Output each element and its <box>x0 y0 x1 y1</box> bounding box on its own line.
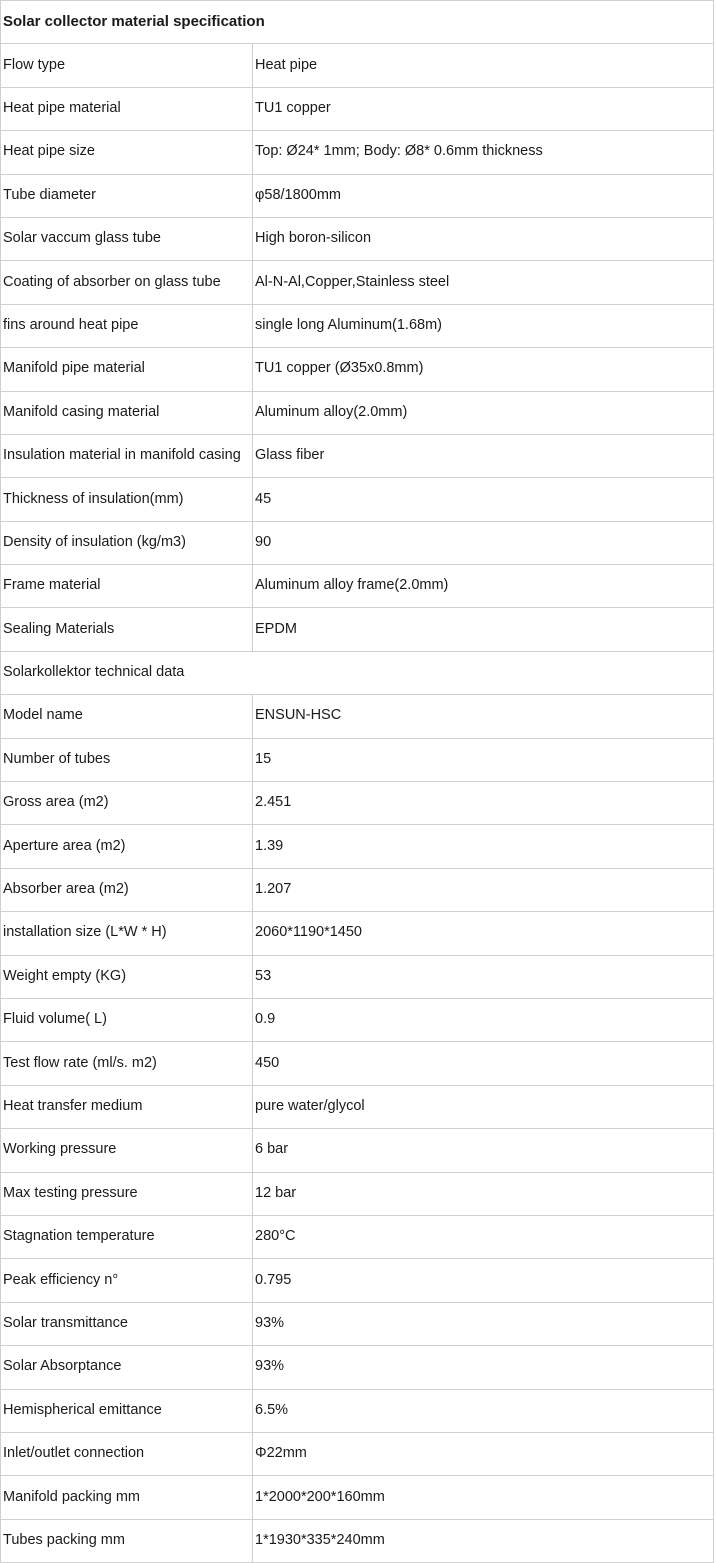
table-row <box>1 1129 714 1172</box>
row-label: Frame material <box>1 565 253 608</box>
table-title-row <box>1 1 714 44</box>
table-row <box>1 1476 714 1519</box>
table-row <box>1 521 714 564</box>
table-row <box>1 478 714 521</box>
row-value: 2.451 <box>253 782 714 825</box>
spec-table-body <box>1 1 714 1563</box>
row-label: Heat pipe material <box>1 87 253 130</box>
row-value: 1*2000*200*160mm <box>253 1476 714 1519</box>
table-row <box>1 1389 714 1432</box>
table-row <box>1 825 714 868</box>
row-value: 12 bar <box>253 1172 714 1215</box>
row-value: 450 <box>253 1042 714 1085</box>
row-label: Solar vaccum glass tube <box>1 217 253 260</box>
table-row <box>1 44 714 87</box>
row-label: Stagnation temperature <box>1 1215 253 1258</box>
row-label: Insulation material in manifold casing <box>1 434 253 477</box>
table-row <box>1 348 714 391</box>
row-label: Hemispherical emittance <box>1 1389 253 1432</box>
row-label: Manifold packing mm <box>1 1476 253 1519</box>
row-label: Working pressure <box>1 1129 253 1172</box>
row-value: High boron-silicon <box>253 217 714 260</box>
technical-data-header-row <box>1 651 714 694</box>
row-label: Peak efficiency n° <box>1 1259 253 1302</box>
table-row <box>1 868 714 911</box>
row-label: fins around heat pipe <box>1 304 253 347</box>
row-label: Aperture area (m2) <box>1 825 253 868</box>
table-row <box>1 1085 714 1128</box>
row-label: Tubes packing mm <box>1 1519 253 1562</box>
table-row <box>1 261 714 304</box>
table-row <box>1 998 714 1041</box>
row-value: Aluminum alloy(2.0mm) <box>253 391 714 434</box>
table-row <box>1 955 714 998</box>
table-row <box>1 1346 714 1389</box>
table-row <box>1 565 714 608</box>
row-value: 0.795 <box>253 1259 714 1302</box>
table-row <box>1 1519 714 1562</box>
row-label: Tube diameter <box>1 174 253 217</box>
row-label: Number of tubes <box>1 738 253 781</box>
row-label: Max testing pressure <box>1 1172 253 1215</box>
row-label: Density of insulation (kg/m3) <box>1 521 253 564</box>
row-value: 6 bar <box>253 1129 714 1172</box>
table-row <box>1 1042 714 1085</box>
row-value: TU1 copper (Ø35x0.8mm) <box>253 348 714 391</box>
row-value: Heat pipe <box>253 44 714 87</box>
row-value: 90 <box>253 521 714 564</box>
table-row <box>1 1172 714 1215</box>
row-label: Solar Absorptance <box>1 1346 253 1389</box>
row-value: pure water/glycol <box>253 1085 714 1128</box>
table-title: Solar collector material specification <box>1 1 714 44</box>
table-row <box>1 174 714 217</box>
table-row <box>1 391 714 434</box>
table-row <box>1 1259 714 1302</box>
row-label: Heat pipe size <box>1 131 253 174</box>
row-value: single long Aluminum(1.68m) <box>253 304 714 347</box>
row-value: ENSUN-HSC <box>253 695 714 738</box>
row-label: Weight empty (KG) <box>1 955 253 998</box>
row-label: Flow type <box>1 44 253 87</box>
row-value: 15 <box>253 738 714 781</box>
row-value: 1.39 <box>253 825 714 868</box>
row-value: 93% <box>253 1302 714 1345</box>
row-value: 280°C <box>253 1215 714 1258</box>
row-label: Inlet/outlet connection <box>1 1432 253 1475</box>
table-row <box>1 87 714 130</box>
row-value: TU1 copper <box>253 87 714 130</box>
technical-data-title: Solarkollektor technical data <box>1 651 714 694</box>
table-row <box>1 912 714 955</box>
row-value: Aluminum alloy frame(2.0mm) <box>253 565 714 608</box>
row-label: Gross area (m2) <box>1 782 253 825</box>
row-value: 1*1930*335*240mm <box>253 1519 714 1562</box>
table-row <box>1 1432 714 1475</box>
row-value: 45 <box>253 478 714 521</box>
row-label: Thickness of insulation(mm) <box>1 478 253 521</box>
row-value: 0.9 <box>253 998 714 1041</box>
table-row <box>1 608 714 651</box>
row-label: Solar transmittance <box>1 1302 253 1345</box>
row-value: 1.207 <box>253 868 714 911</box>
row-value: 2060*1190*1450 <box>253 912 714 955</box>
row-value: 6.5% <box>253 1389 714 1432</box>
table-row <box>1 695 714 738</box>
table-row <box>1 738 714 781</box>
row-value: φ58/1800mm <box>253 174 714 217</box>
row-label: Test flow rate (ml/s. m2) <box>1 1042 253 1085</box>
row-label: Manifold casing material <box>1 391 253 434</box>
row-label: Manifold pipe material <box>1 348 253 391</box>
row-value: Φ22mm <box>253 1432 714 1475</box>
row-value: 93% <box>253 1346 714 1389</box>
row-value: Al-N-Al,Copper,Stainless steel <box>253 261 714 304</box>
row-value: Top: Ø24* 1mm; Body: Ø8* 0.6mm thickness <box>253 131 714 174</box>
table-row <box>1 1302 714 1345</box>
row-label: installation size (L*W * H) <box>1 912 253 955</box>
row-value: Glass fiber <box>253 434 714 477</box>
row-label: Heat transfer medium <box>1 1085 253 1128</box>
row-label: Sealing Materials <box>1 608 253 651</box>
table-row <box>1 434 714 477</box>
table-row <box>1 304 714 347</box>
table-row <box>1 217 714 260</box>
table-row <box>1 1215 714 1258</box>
row-value: EPDM <box>253 608 714 651</box>
row-value: 53 <box>253 955 714 998</box>
row-label: Model name <box>1 695 253 738</box>
row-label: Absorber area (m2) <box>1 868 253 911</box>
table-row <box>1 131 714 174</box>
table-row <box>1 782 714 825</box>
row-label: Fluid volume( L) <box>1 998 253 1041</box>
row-label: Coating of absorber on glass tube <box>1 261 253 304</box>
